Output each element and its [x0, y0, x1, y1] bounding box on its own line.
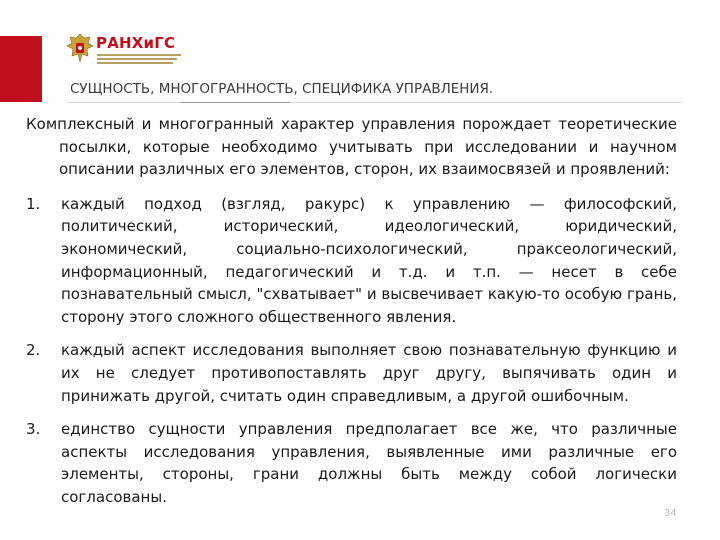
- list-item-text: каждый подход (взгляд, ракурс) к управлению — философский, политический, исторический, идеологический, юридический, экономический, социально-психологический, праксеологический, информационный, педагогический и т.д. и т.п. — несет в себе познавательный смысл, "схватывает" и высвечивает какую-то особую грань, сторону этого сложного общественного явления.: [61, 194, 677, 326]
- logo-text: РАНХиГС: [96, 34, 176, 52]
- list-item-number: 1.: [26, 194, 41, 213]
- logo-tagline-line: [97, 54, 181, 56]
- list-item: [26, 418, 677, 508]
- list-item: [26, 339, 677, 407]
- accent-bar: [0, 36, 42, 102]
- logo-tagline-line: [97, 62, 173, 64]
- logo-tagline-line: [97, 58, 177, 60]
- header-divider-accent: [180, 102, 290, 103]
- list-item-number: 3.: [26, 420, 41, 439]
- header-divider: [66, 102, 682, 103]
- list-item-text: единство сущности управления предполагает все же, что различные аспекты исследования управления, выявленные ими различные его элементы, стороны, грани должны быть между собой логически согласованы.: [61, 420, 677, 506]
- page-number: 34: [664, 508, 677, 519]
- list-item-number: 2.: [26, 341, 41, 360]
- ranepa-logo: [66, 32, 186, 68]
- list-item: [26, 193, 677, 329]
- intro-paragraph: Комплексный и многогранный характер управления порождает теоретические посылки, которые необходимо учитывать при исследовании и научном описании различных его элементов, сторон, их взаимосвязей и проявлений:: [26, 115, 677, 179]
- page-title: СУЩНОСТЬ, МНОГОГРАННОСТЬ, СПЕЦИФИКА УПРАВЛЕНИЯ.: [70, 81, 494, 97]
- eagle-emblem-icon: [66, 32, 94, 66]
- list-item-text: каждый аспект исследования выполняет свою познавательную функцию и их не следует противопоставлять друг другу, выпячивать один и принижать другой, считать один справедливым, а другой ошибочным.: [61, 341, 677, 405]
- slide-body: [26, 113, 677, 520]
